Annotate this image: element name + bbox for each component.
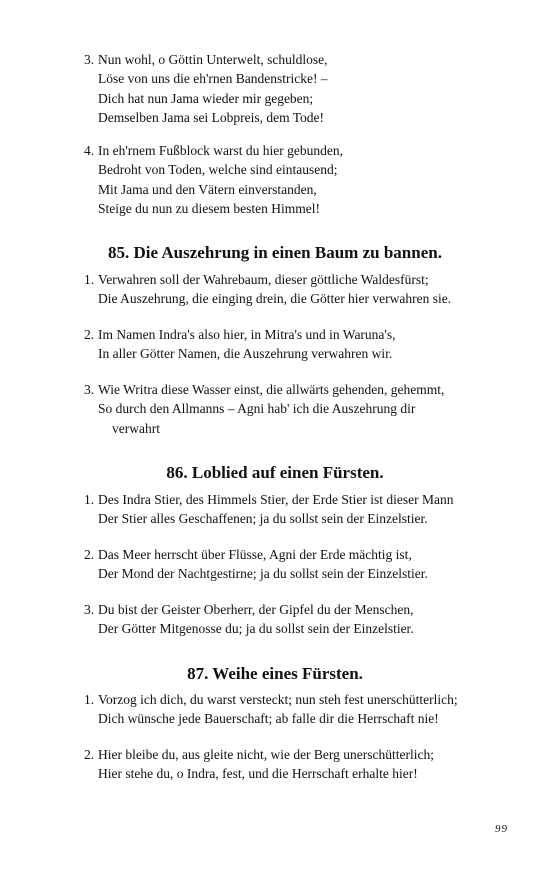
stanza-number: 4.	[84, 143, 95, 158]
page-number: 99	[495, 823, 508, 835]
poem-heading-87: 87. Weihe eines Fürsten.	[187, 664, 363, 683]
verse-line: Hier stehe du, o Indra, fest, und die Herrschaft erhalte hier!	[98, 766, 418, 782]
stanza-number: 3.	[84, 602, 95, 617]
verse-line: Bedroht von Toden, welche sind eintausend;	[98, 162, 338, 178]
stanza-84-4	[84, 141, 524, 218]
stanza-85-2	[84, 325, 524, 364]
stanza-85-3	[84, 380, 524, 438]
stanza-85-1	[84, 270, 524, 309]
verse-line: 1. Verwahren soll der Wahrebaum, dieser göttliche Waldesfürst;	[84, 270, 524, 289]
verse-line: 1. Vorzog ich dich, du warst versteckt; nun steh fest unerschütterlich;	[84, 690, 524, 709]
stanza-86-3	[84, 600, 524, 639]
verse-line: 1. Des Indra Stier, des Himmels Stier, der Erde Stier ist dieser Mann	[84, 490, 524, 509]
stanza-number: 3.	[84, 52, 95, 67]
stanza-number: 1.	[84, 492, 95, 507]
verse-line: So durch den Allmanns – Agni hab' ich die Auszehrung dir	[98, 401, 416, 417]
verse-line: Der Stier alles Geschaffenen; ja du sollst sein der Einzelstier.	[98, 511, 428, 527]
verse-line: Dich wünsche jede Bauerschaft; ab falle dir die Herrschaft nie!	[98, 711, 439, 727]
verse-line: Demselben Jama sei Lobpreis, dem Tode!	[98, 109, 324, 125]
verse-line: 4. In eh'rnem Fußblock warst du hier gebunden,	[84, 141, 524, 160]
verse-line: Dich hat nun Jama wieder mir gegeben;	[98, 90, 314, 106]
stanza-number: 2.	[84, 547, 95, 562]
verse-line: Der Mond der Nachtgestirne; ja du sollst sein der Einzelstier.	[98, 566, 428, 582]
verse-line: 2. Das Meer herrscht über Flüsse, Agni der Erde mächtig ist,	[84, 545, 524, 564]
verse-line: 2. Hier bleibe du, aus gleite nicht, wie der Berg unerschütterlich;	[84, 745, 524, 764]
stanza-84-3	[84, 50, 524, 127]
stanza-number: 3.	[84, 382, 95, 397]
verse-line: Die Auszehrung, die einging drein, die Götter hier verwahren sie.	[98, 291, 452, 307]
stanza-86-1	[84, 490, 524, 529]
stanza-number: 2.	[84, 747, 95, 762]
verse-line: Der Götter Mitgenosse du; ja du sollst sein der Einzelstier.	[98, 621, 414, 637]
verse-line: Steige du nun zu diesem besten Himmel!	[98, 200, 320, 216]
verse-line: 2. Im Namen Indra's also hier, in Mitra's und in Waruna's,	[84, 325, 524, 344]
stanza-87-2	[84, 745, 524, 784]
stanza-87-1	[84, 690, 524, 729]
verse-line: 3. Nun wohl, o Göttin Unterwelt, schuldlose,	[84, 50, 524, 69]
verse-line: In aller Götter Namen, die Auszehrung verwahren wir.	[98, 346, 393, 362]
verse-line: 3. Wie Writra diese Wasser einst, die allwärts gehenden, gehemmt,	[84, 380, 524, 399]
verse-line: Mit Jama und den Vätern einverstanden,	[98, 181, 317, 197]
stanza-number: 1.	[84, 272, 95, 287]
poem-heading-86: 86. Loblied auf einen Fürsten.	[166, 463, 384, 482]
verse-line: verwahrt	[112, 420, 160, 436]
stanza-86-2	[84, 545, 524, 584]
stanza-number: 1.	[84, 692, 95, 707]
verse-line: 3. Du bist der Geister Oberherr, der Gipfel du der Menschen,	[84, 600, 524, 619]
poem-heading-85: 85. Die Auszehrung in einen Baum zu bannen.	[108, 243, 442, 262]
stanza-number: 2.	[84, 327, 95, 342]
verse-line: Löse von uns die eh'rnen Bandenstricke! –	[98, 71, 328, 87]
